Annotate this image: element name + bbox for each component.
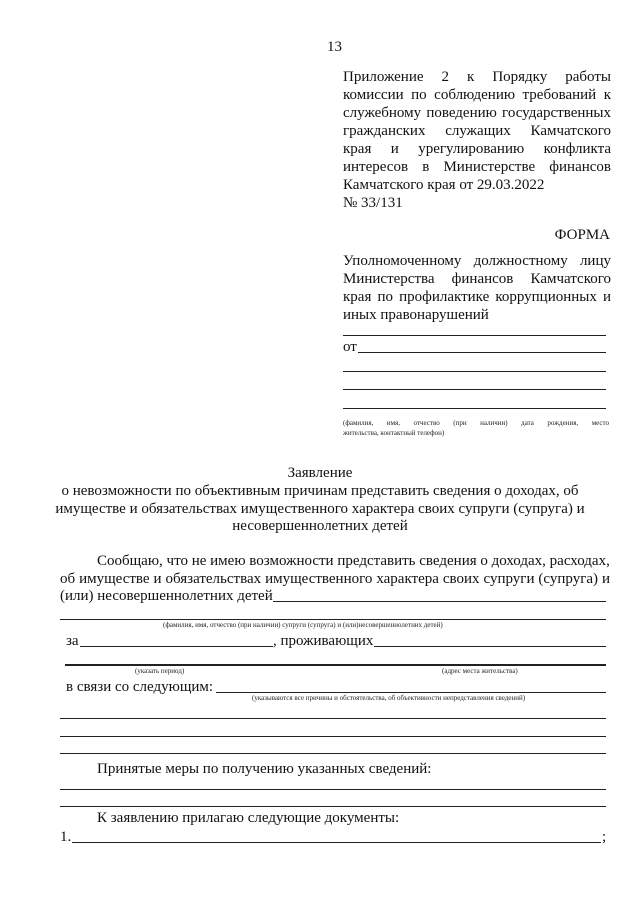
annex-line: Приложение 2 к Порядку работы bbox=[343, 69, 611, 85]
document-subtitle: о невозможности по объективным причинам представить сведения о доходах, об bbox=[61, 483, 579, 499]
persons-field-line[interactable] bbox=[273, 601, 606, 602]
reasons-hint: (указываются все причины и обстоятельства, об объективности непредставления сведений) bbox=[252, 694, 526, 702]
addressee-hint: (фамилия, имя, отчество (при наличии) дата рождения, место bbox=[343, 419, 609, 427]
document-title: Заявление bbox=[287, 465, 353, 481]
measures-label: Принятые меры по получению указанных сведений: bbox=[97, 761, 432, 777]
period-address-field-line[interactable] bbox=[65, 664, 606, 666]
reason-field-line[interactable] bbox=[60, 718, 606, 719]
address-hint: (адрес места жительства) bbox=[442, 667, 518, 675]
addressee-field-line[interactable] bbox=[343, 335, 606, 336]
addressee-field-line[interactable] bbox=[343, 389, 606, 390]
addressee-line: иных правонарушений bbox=[343, 307, 489, 323]
addressee-line: края по профилактике коррупционных и bbox=[343, 289, 611, 305]
measures-field-line[interactable] bbox=[60, 789, 606, 790]
page-number: 13 bbox=[327, 39, 342, 55]
address-field-line[interactable] bbox=[374, 646, 606, 647]
attach-item-end: ; bbox=[602, 829, 607, 845]
annex-line: комиссии по соблюдению требований к bbox=[343, 87, 611, 103]
annex-line: края и урегулированию конфликта bbox=[343, 141, 611, 157]
form-label: ФОРМА bbox=[554, 227, 610, 243]
reason-field-line[interactable] bbox=[216, 692, 606, 693]
document-subtitle: имуществе и обязательствах имущественного характера своих супруги (супруга) и bbox=[55, 501, 585, 517]
reason-label: в связи со следующим: bbox=[66, 679, 214, 695]
addressee-field-line[interactable] bbox=[343, 408, 606, 409]
period-field-line[interactable] bbox=[80, 646, 273, 647]
for-label: за bbox=[66, 633, 79, 649]
body-text: об имуществе и обязательствах имущественного характера своих супруги (супруга) и bbox=[60, 571, 610, 587]
addressee-line: Уполномоченному должностному лицу bbox=[343, 253, 611, 269]
annex-line: служебному поведению государственных bbox=[343, 105, 611, 121]
attach-item-number: 1. bbox=[60, 829, 72, 845]
from-label: от bbox=[343, 339, 357, 355]
reason-field-line[interactable] bbox=[60, 736, 606, 737]
from-field-line[interactable] bbox=[358, 352, 606, 353]
annex-line: интересов в Министерстве финансов bbox=[343, 159, 611, 175]
addressee-field-line[interactable] bbox=[343, 371, 606, 372]
measures-field-line[interactable] bbox=[60, 806, 606, 807]
attach-item-field-line[interactable] bbox=[72, 842, 601, 843]
annex-line: Камчатского края от 29.03.2022 bbox=[343, 177, 545, 193]
addressee-hint: жительства, контактный телефон) bbox=[343, 429, 445, 437]
period-hint: (указать период) bbox=[135, 667, 185, 675]
attach-label: К заявлению прилагаю следующие документы: bbox=[97, 810, 400, 826]
living-label: , проживающих bbox=[273, 633, 374, 649]
persons-field-line[interactable] bbox=[60, 619, 606, 620]
annex-line: № 33/131 bbox=[343, 195, 403, 211]
persons-hint: (фамилия, имя, отчество (при наличии) супруги (супруга) и (или)несовершеннолетних детей) bbox=[163, 621, 443, 629]
document-subtitle: несовершеннолетних детей bbox=[232, 518, 408, 534]
annex-line: гражданских служащих Камчатского bbox=[343, 123, 611, 139]
reason-field-line[interactable] bbox=[60, 753, 606, 754]
body-text: Сообщаю, что не имею возможности представить сведения о доходах, расходах, bbox=[97, 553, 610, 569]
addressee-line: Министерства финансов Камчатского bbox=[343, 271, 611, 287]
body-text: (или) несовершеннолетних детей bbox=[60, 588, 273, 604]
